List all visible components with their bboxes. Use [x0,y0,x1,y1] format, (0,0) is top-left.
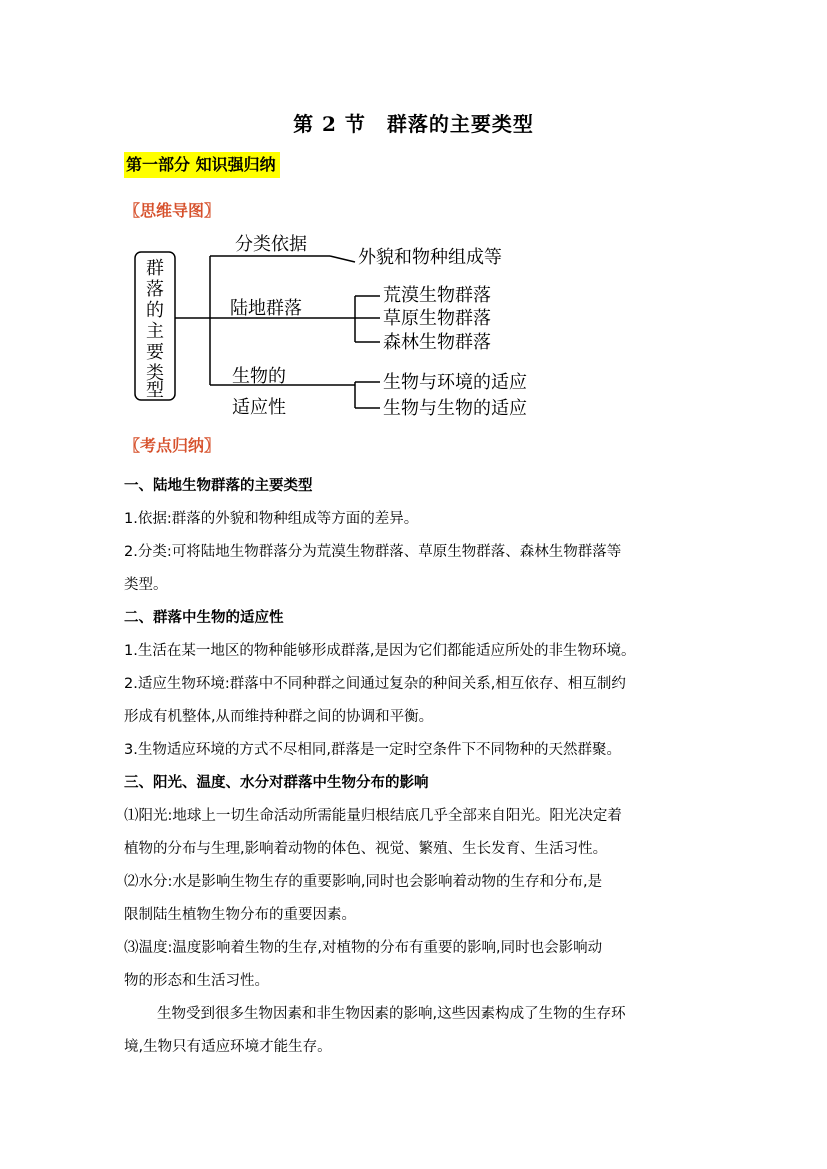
text-line: 物的形态和生活习性。 [124,973,269,989]
text-line: 形成有机整体,从而维持种群之间的协调和平衡。 [124,709,434,725]
text-line: 类型。 [124,577,168,593]
mindmap-root-char: 落 [146,279,164,300]
mind-map [130,230,650,420]
mindmap-leaf-desert: 荒漠生物群落 [383,285,491,306]
exam-points-heading: 〖考点归纳〗 [124,436,221,455]
text-line: 2.分类:可将陆地生物群落分为荒漠生物群落、草原生物群落、森林生物群落等 [124,544,622,560]
text-line: 3.生物适应环境的方式不尽相同,群落是一定时空条件下不同物种的天然群聚。 [124,742,621,758]
text-line: 1.生活在某一地区的物种能够形成群落,是因为它们都能适应所处的非生物环境。 [124,643,636,659]
text-line: 限制陆生植物生物分布的重要因素。 [124,907,356,923]
mindmap-root-char: 型 [146,380,164,401]
mindmap-branch-adaptation-line1: 生物的 [232,366,286,387]
mindmap-heading: 〖思维导图〗 [124,201,221,220]
mindmap-root-char: 主 [146,321,164,342]
mindmap-leaf-grassland: 草原生物群落 [383,308,491,329]
text-line: ⑶温度:温度影响着生物的生存,对植物的分布有重要的影响,同时也会影响动 [124,940,603,956]
mindmap-root-char: 要 [146,342,164,363]
text-line: 生物受到很多生物因素和非生物因素的影响,这些因素构成了生物的生存环 [157,1006,626,1022]
text-line: 境,生物只有适应环境才能生存。 [124,1039,332,1055]
mindmap-leaf-forest: 森林生物群落 [383,332,491,353]
mindmap-leaf-env-adaptation: 生物与环境的适应 [383,372,527,393]
exam-points-body [124,470,714,1064]
text-line: ⑵水分:水是影响生物生存的重要影响,同时也会影响着动物的生存和分布,是 [124,874,603,890]
section-heading-knowledge: 第一部分 知识强归纳 [124,152,280,178]
mindmap-branch-classification: 分类依据 [235,234,307,255]
heading-land-community-types: 一、陆地生物群落的主要类型 [124,478,313,494]
text-line: ⑴阳光:地球上一切生命活动所需能量归根结底几乎全部来自阳光。阳光决定着 [124,808,622,824]
heading-adaptation: 二、群落中生物的适应性 [124,610,284,626]
text-line: 1.依据:群落的外貌和物种组成等方面的差异。 [124,511,419,527]
mindmap-root-char: 群 [146,258,164,279]
page-title: 第 2 节 群落的主要类型 [293,112,534,136]
mindmap-leaf-classification: 外貌和物种组成等 [358,247,502,268]
mindmap-branch-adaptation-line2: 适应性 [232,397,286,418]
text-line: 植物的分布与生理,影响着动物的体色、视觉、繁殖、生长发育、生活习性。 [124,841,608,857]
mindmap-root-char: 类 [146,363,164,384]
text-line: 2.适应生物环境:群落中不同种群之间通过复杂的种间关系,相互依存、相互制约 [124,676,626,692]
mindmap-branch-land-communities: 陆地群落 [230,298,302,319]
heading-abiotic-factors: 三、阳光、温度、水分对群落中生物分布的影响 [124,775,429,791]
mindmap-leaf-bio-adaptation: 生物与生物的适应 [383,398,527,419]
mindmap-root-char: 的 [146,300,164,321]
